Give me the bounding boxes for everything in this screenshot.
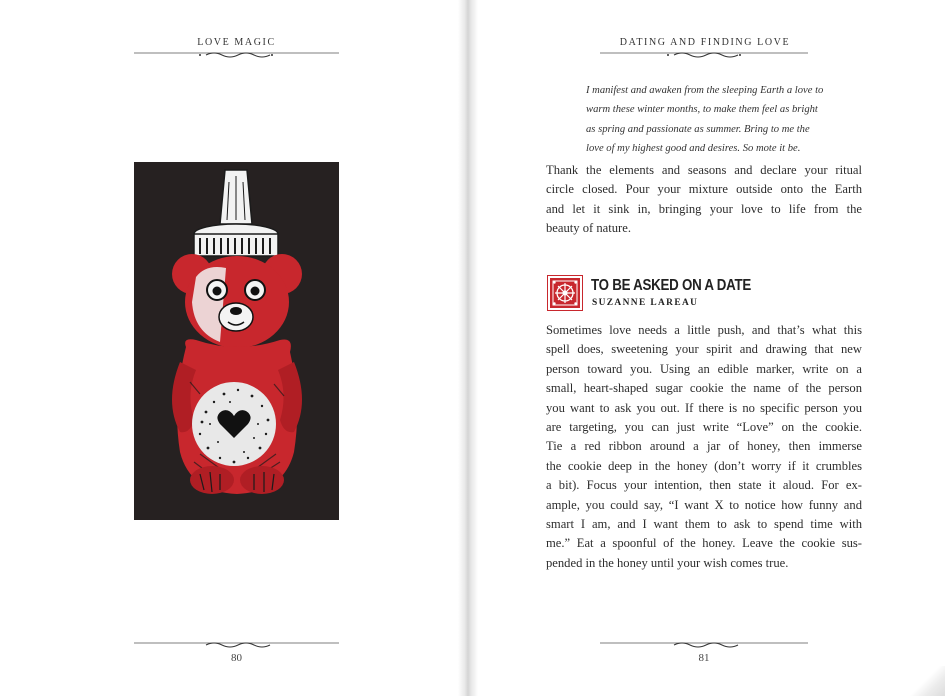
left-header-rule <box>134 50 339 58</box>
spell-title: TO BE ASKED ON A DATE <box>591 277 751 294</box>
text-line: person toward you. Using an edible marker, write on a <box>546 361 862 376</box>
text-line: Tie a red ribbon around a jar of honey, then immerse <box>546 439 862 454</box>
text-line: ample, you could say, “I want X to notice how funny and <box>546 497 862 512</box>
text-line: a bit). Focus your intention, then state it aloud. For ex- <box>546 478 862 493</box>
verse-line: love of my highest good and desires. So mote it be. <box>586 143 801 155</box>
spell-author: SUZANNE LAREAU <box>592 298 699 308</box>
verse-line: I manifest and awaken from the sleeping Earth a love to <box>586 85 824 96</box>
ornamental-square-icon <box>547 275 583 311</box>
verse-line: as spring and passionate as summer. Bring to me the <box>586 123 810 135</box>
text-line: Thank the elements and seasons and declare your ritual <box>546 163 862 177</box>
text-line: are targeting, you can just write “Love” on the cookie. <box>546 420 862 435</box>
right-footer-rule <box>600 640 808 648</box>
text-line: circle closed. Pour your mixture outside onto the Earth <box>546 182 862 197</box>
left-page-number: 80 <box>231 652 242 664</box>
right-header-rule <box>600 50 808 58</box>
text-line: small, heart-shaped sugar cookie the name of the person <box>546 381 862 396</box>
spell-body <box>546 321 862 573</box>
right-running-head: DATING AND FINDING LOVE <box>619 37 791 48</box>
text-line: smart I am, and I want them to ask to spend time with <box>546 517 862 532</box>
left-footer-rule <box>134 640 339 648</box>
text-line: Sometimes love needs a little push, and that’s what this <box>546 323 862 337</box>
text-line: you want to ask you out. If there is no specific person you <box>546 400 862 415</box>
text-line: spell does, sweetening your spirit and drawing that new <box>546 342 862 357</box>
closing-paragraph <box>546 161 862 239</box>
page-corner-curl <box>895 666 945 696</box>
book-gutter <box>458 0 478 696</box>
text-line: pended in the honey until your wish comes true. <box>546 555 789 570</box>
incantation-verse <box>586 81 851 159</box>
left-running-head: LOVE MAGIC <box>197 37 276 48</box>
text-line: me.” Eat a spoonful of the honey. Leave the cookie sus- <box>546 536 862 551</box>
text-line: beauty of nature. <box>546 221 631 236</box>
honey-bear-illustration <box>134 162 339 520</box>
text-line: the cookie deep in the honey (don’t worry if it crumbles <box>546 458 862 473</box>
text-line: and let it sink in, bringing your love to life from the <box>546 201 862 216</box>
verse-line: warm these winter months, to make them feel as bright <box>586 104 818 116</box>
right-page-number: 81 <box>698 652 710 664</box>
